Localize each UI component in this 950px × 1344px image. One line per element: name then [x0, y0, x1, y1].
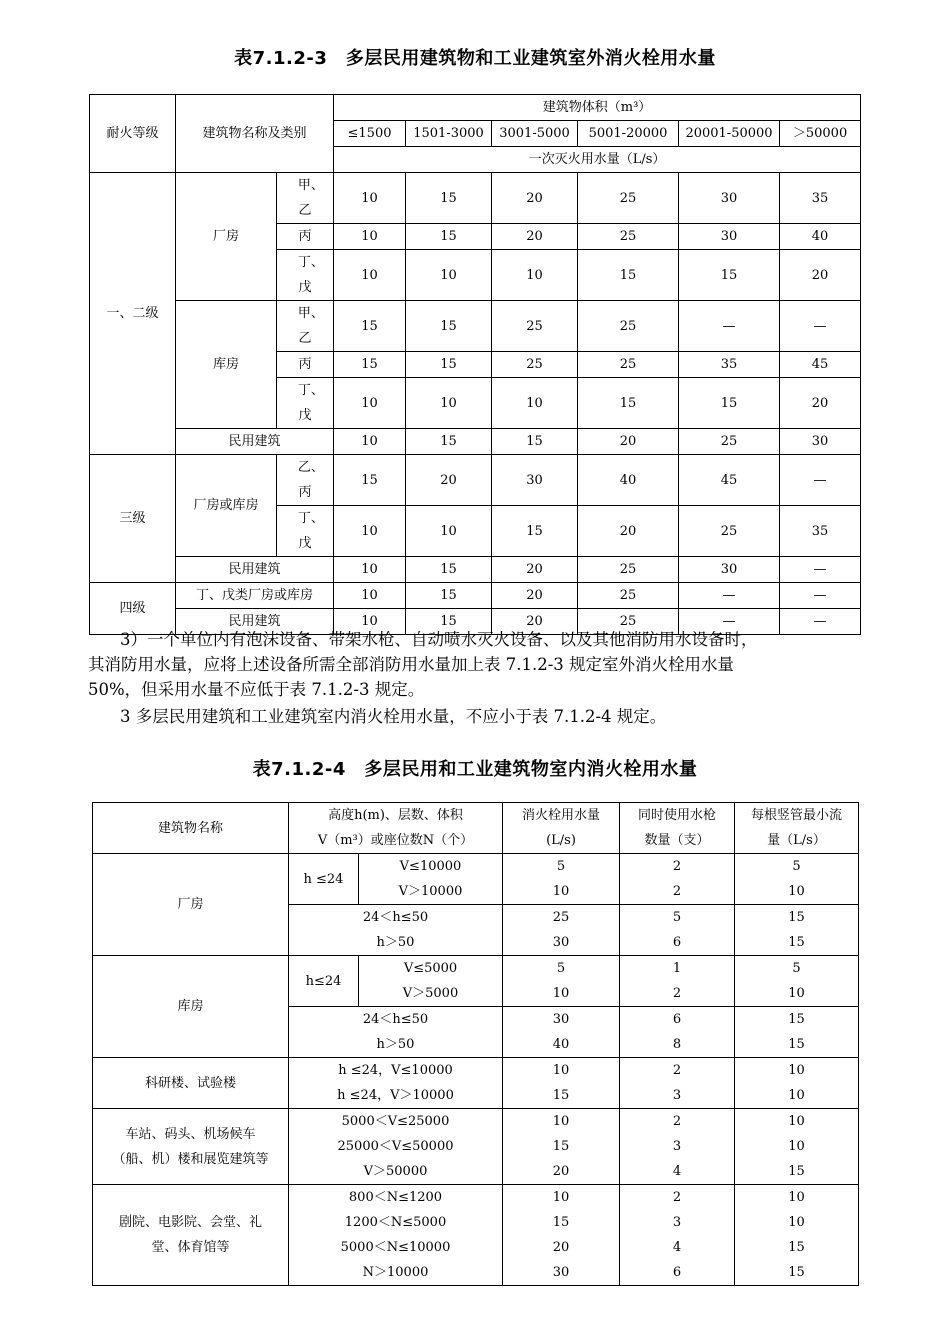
outdoor-hydrant-table [89, 94, 861, 635]
cond: V≤10000 [359, 854, 503, 880]
header-fire-grade: 耐火等级 [90, 95, 176, 173]
cond: 5000＜N≤10000 [289, 1235, 503, 1260]
cell: 25 [679, 506, 780, 557]
cell: 15 [406, 583, 492, 609]
cell: 20 [780, 378, 861, 429]
cell: 2 [620, 1185, 735, 1211]
cond: 24＜h≤50 [289, 1007, 503, 1033]
cell: 10 [735, 1185, 859, 1211]
group-civil: 民用建筑 [176, 609, 334, 635]
cell: 25 [679, 429, 780, 455]
h-warehouse: h≤24 [289, 956, 359, 1007]
cell: 20 [492, 173, 578, 224]
cell: — [679, 301, 780, 352]
cell: 5 [503, 854, 620, 880]
cell: 40 [780, 224, 861, 250]
cell: 10 [503, 1109, 620, 1135]
cell: 15 [679, 250, 780, 301]
cell: 15 [406, 224, 492, 250]
cell: 10 [334, 557, 406, 583]
cond: 800＜N≤1200 [289, 1185, 503, 1211]
group-warehouse: 库房 [176, 301, 277, 429]
cell: 15 [492, 506, 578, 557]
header-water: 一次灭火用水量（L/s） [334, 147, 861, 173]
name-factory: 厂房 [93, 854, 289, 956]
volume-col: 5001-20000 [578, 121, 679, 147]
cell: 15 [503, 1134, 620, 1159]
volume-col: 3001-5000 [492, 121, 578, 147]
cell: 30 [679, 173, 780, 224]
table2-title: 表7.1.2-4 多层民用和工业建筑物室内消火栓用水量 [252, 759, 698, 780]
cell: 4 [620, 1159, 735, 1185]
cat-ding-wu: 丁、戊 [277, 506, 334, 557]
cell: 5 [735, 854, 859, 880]
cell: 10 [503, 1058, 620, 1084]
cell: 45 [679, 455, 780, 506]
cond: 25000＜V≤50000 [289, 1134, 503, 1159]
cell: 40 [578, 455, 679, 506]
cell: 10 [735, 1210, 859, 1235]
cell: 15 [492, 429, 578, 455]
cell: 15 [334, 455, 406, 506]
cell: — [780, 609, 861, 635]
grade-3: 三级 [90, 455, 176, 583]
cell: 10 [334, 250, 406, 301]
cell: 15 [679, 378, 780, 429]
group-factory: 厂房 [176, 173, 277, 301]
cell: 25 [578, 583, 679, 609]
volume-col: 20001-50000 [679, 121, 780, 147]
cell: — [780, 557, 861, 583]
cond: h＞50 [289, 930, 503, 956]
cell: 15 [334, 352, 406, 378]
cell: 10 [492, 378, 578, 429]
cell: 15 [578, 378, 679, 429]
cell: 10 [334, 173, 406, 224]
cell: 5 [735, 956, 859, 982]
cat-yi-bing: 乙、丙 [277, 455, 334, 506]
cell: 10 [406, 250, 492, 301]
cell: 25 [492, 301, 578, 352]
cond: V＞50000 [289, 1159, 503, 1185]
cond: 24＜h≤50 [289, 905, 503, 931]
cell: 40 [503, 1032, 620, 1058]
cell: 25 [578, 173, 679, 224]
cell: 5 [503, 956, 620, 982]
cell: 25 [503, 905, 620, 931]
volume-col: ＞50000 [780, 121, 861, 147]
cell: 10 [503, 1185, 620, 1211]
cell: 25 [578, 224, 679, 250]
cell: 20 [492, 557, 578, 583]
cond: N＞10000 [289, 1260, 503, 1286]
cell: 10 [735, 1058, 859, 1084]
cell: 2 [620, 1058, 735, 1084]
header-name: 建筑物名称 [93, 803, 289, 854]
cell: 10 [334, 378, 406, 429]
cell: — [679, 583, 780, 609]
cell: — [780, 583, 861, 609]
cell: 20 [492, 224, 578, 250]
cell: 30 [503, 1007, 620, 1033]
grade-1-2: 一、二级 [90, 173, 176, 455]
cell: 35 [780, 506, 861, 557]
cell: 35 [780, 173, 861, 224]
cell: 3 [620, 1134, 735, 1159]
cell: 3 [620, 1210, 735, 1235]
cell: 10 [406, 378, 492, 429]
name-theater: 剧院、电影院、会堂、礼 堂、体育馆等 [93, 1185, 289, 1286]
cat-ding-wu: 丁、戊 [277, 250, 334, 301]
paragraph-1-line-3: 50%，但采用水量不应低于表 7.1.2-3 规定。 [88, 680, 425, 699]
paragraph-1-line-1: 3）一个单位内有泡沫设备、带架水枪、自动喷水灭火设备、以及其他消防用水设备时， [120, 630, 758, 649]
cell: 20 [406, 455, 492, 506]
cell: 15 [334, 301, 406, 352]
cell: 30 [503, 930, 620, 956]
cell: 15 [735, 1260, 859, 1286]
cond: 5000＜V≤25000 [289, 1109, 503, 1135]
cell: 15 [735, 930, 859, 956]
cell: 25 [578, 609, 679, 635]
cond: h ≤24，V＞10000 [289, 1083, 503, 1109]
cell: 10 [503, 981, 620, 1007]
grade-4: 四级 [90, 583, 176, 635]
cell: 25 [492, 352, 578, 378]
header-building-type: 建筑物名称及类别 [176, 95, 334, 173]
volume-col: 1501-3000 [406, 121, 492, 147]
h-factory: h ≤24 [289, 854, 359, 905]
cell: 30 [780, 429, 861, 455]
cat-jia-yi: 甲、乙 [277, 173, 334, 224]
group-ding-wu: 丁、戊类厂房或库房 [176, 583, 334, 609]
cell: 20 [492, 583, 578, 609]
cell: 2 [620, 854, 735, 880]
cell: 15 [406, 173, 492, 224]
cell: 15 [735, 1032, 859, 1058]
paragraph-1 [88, 627, 863, 702]
cat-bing: 丙 [277, 224, 334, 250]
header-flow: 每根竖管最小流 量（L/s） [735, 803, 859, 854]
cell: 15 [735, 1159, 859, 1185]
cell: 1 [620, 956, 735, 982]
cell: — [679, 609, 780, 635]
header-volume: 建筑物体积（m³） [334, 95, 861, 121]
cell: 20 [578, 506, 679, 557]
volume-col: ≤1500 [334, 121, 406, 147]
cell: 2 [620, 879, 735, 905]
cell: 10 [406, 506, 492, 557]
cond: V≤5000 [359, 956, 503, 982]
cat-jia-yi: 甲、乙 [277, 301, 334, 352]
cell: 15 [406, 301, 492, 352]
group-civil: 民用建筑 [176, 557, 334, 583]
cell: 10 [334, 429, 406, 455]
cell: 3 [620, 1083, 735, 1109]
cell: 10 [735, 879, 859, 905]
cell: 10 [735, 1134, 859, 1159]
cat-ding-wu: 丁、戊 [277, 378, 334, 429]
cond: h＞50 [289, 1032, 503, 1058]
cell: 15 [735, 905, 859, 931]
cond: V＞5000 [359, 981, 503, 1007]
cell: 30 [679, 557, 780, 583]
table1-title: 表7.1.2-3 多层民用建筑物和工业建筑室外消火栓用水量 [234, 48, 716, 69]
cell: 15 [406, 609, 492, 635]
paragraph-1-line-2: 其消防用水量，应将上述设备所需全部消防用水量加上表 7.1.2-3 规定室外消火栓用水量 [88, 655, 735, 674]
cell: 25 [578, 352, 679, 378]
cell: 25 [578, 557, 679, 583]
cell: 10 [334, 583, 406, 609]
cell: 6 [620, 1260, 735, 1286]
group-factory-or-warehouse: 厂房或库房 [176, 455, 277, 557]
cell: 15 [578, 250, 679, 301]
cell: 20 [492, 609, 578, 635]
cell: 6 [620, 930, 735, 956]
name-station: 车站、码头、机场候车 （船、机）楼和展览建筑等 [93, 1109, 289, 1185]
cell: 8 [620, 1032, 735, 1058]
cell: 15 [503, 1210, 620, 1235]
cell: 10 [334, 224, 406, 250]
cell: 10 [334, 609, 406, 635]
cell: 6 [620, 1007, 735, 1033]
cell: 45 [780, 352, 861, 378]
cell: — [780, 301, 861, 352]
cond: 1200＜N≤5000 [289, 1210, 503, 1235]
cell: 15 [503, 1083, 620, 1109]
cell: 15 [406, 352, 492, 378]
cond: V＞10000 [359, 879, 503, 905]
cell: 2 [620, 981, 735, 1007]
cell: 15 [735, 1007, 859, 1033]
cell: 10 [735, 981, 859, 1007]
cell: 20 [780, 250, 861, 301]
cell: 5 [620, 905, 735, 931]
header-guns: 同时使用水枪 数量（支） [620, 803, 735, 854]
cell: 10 [735, 1109, 859, 1135]
cell: 10 [334, 506, 406, 557]
cell: 30 [503, 1260, 620, 1286]
header-height: 高度h(m)、层数、体积 V（m³）或座位数N（个） [289, 803, 503, 854]
cell: — [780, 455, 861, 506]
cell: 2 [620, 1109, 735, 1135]
cell: 20 [503, 1159, 620, 1185]
paragraph-2: 3 多层民用建筑和工业建筑室内消火栓用水量，不应小于表 7.1.2-4 规定。 [120, 707, 667, 726]
cell: 15 [735, 1235, 859, 1260]
cell: 20 [503, 1235, 620, 1260]
name-lab: 科研楼、试验楼 [93, 1058, 289, 1109]
group-civil: 民用建筑 [176, 429, 334, 455]
cond: h ≤24，V≤10000 [289, 1058, 503, 1084]
cell: 20 [578, 429, 679, 455]
cell: 30 [492, 455, 578, 506]
name-warehouse: 库房 [93, 956, 289, 1058]
cell: 10 [735, 1083, 859, 1109]
cell: 15 [406, 557, 492, 583]
cell: 10 [503, 879, 620, 905]
cell: 30 [679, 224, 780, 250]
cell: 15 [406, 429, 492, 455]
cell: 35 [679, 352, 780, 378]
cell: 10 [492, 250, 578, 301]
cat-bing: 丙 [277, 352, 334, 378]
cell: 4 [620, 1235, 735, 1260]
cell: 25 [578, 301, 679, 352]
indoor-hydrant-table [92, 802, 859, 1286]
header-water: 消火栓用水量 (L/s) [503, 803, 620, 854]
